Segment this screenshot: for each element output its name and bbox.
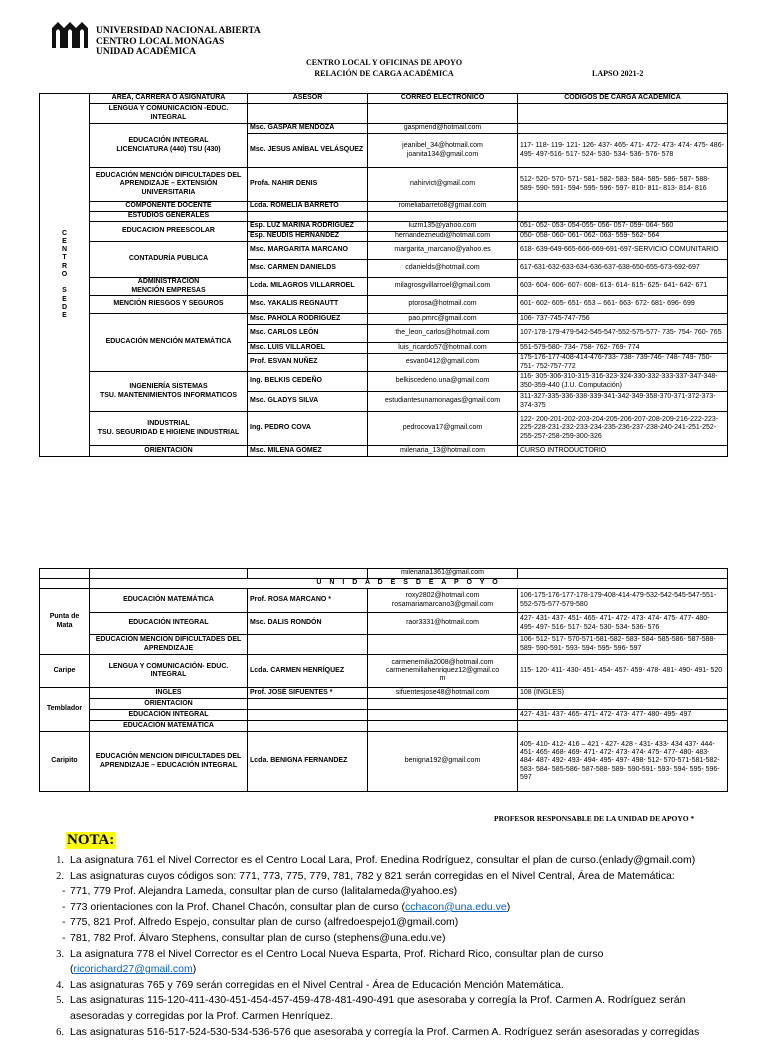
table-cell-area: ADMINISTRACIÓN MENCIÓN EMPRESAS	[90, 278, 248, 296]
list-item	[30, 853, 750, 869]
list-number: 4.	[56, 979, 64, 991]
list-item	[30, 978, 750, 994]
table-cell-email: luzm135@yahoo.com	[368, 222, 518, 232]
table-cell-email: nahirvict@gmail.com	[368, 168, 518, 202]
table-cell-area: INGENIERÍA SISTEMAS TSU. MANTENIMIENTOS INFORMATICOS	[90, 372, 248, 412]
table-cell-asesor: Msc. YAKALIS REGNAUTT	[248, 296, 368, 314]
note-text: Las asignaturas cuyos códigos son: 771, 773, 775, 779, 781, 782 y 821 serán corregidas en el Nivel Central, Área de Matemática:	[70, 869, 675, 882]
table-cell-email: roxy2802@hotmail.com rosamariamarcano3@gmail.com	[368, 589, 518, 613]
table-cell-codes: CURSO INTRODUCTORIO	[518, 446, 728, 457]
table-cell-codes: 175-176-177-408-414-476-733- 738- 739-746- 748- 749- 750- 751- 752-757-772	[518, 354, 728, 372]
table-cell-asesor: Msc. LUIS VILLAROEL	[248, 343, 368, 354]
note-text: asesoradas y corregidas por la Prof. Carmen Henríquez.	[70, 1009, 334, 1022]
table-cell-asesor: Msc. GASPAR MENDOZA	[248, 124, 368, 134]
table-cell-asesor: Ing. BELKIS CEDEÑO	[248, 372, 368, 392]
table-row	[40, 242, 728, 260]
table-cell-area: EDUCACION PREESCOLAR	[90, 222, 248, 242]
table-cell-email: milenaria1361@gmail.com	[368, 569, 518, 579]
list-number: 5.	[56, 995, 64, 1007]
lapso-label: LAPSO 2021-2	[592, 69, 644, 78]
table-cell-codes: 601- 602- 605- 651- 653 – 661- 663- 672- 681- 696- 699	[518, 296, 728, 314]
list-item: - 773 orientaciones con la Prof. Chanel Chacón, consultar plan de curso (cchacon@una.edu.ve)	[30, 900, 750, 916]
table-row	[40, 168, 728, 202]
table-cell-codes: 117- 118- 119- 121- 126- 437- 465- 471- 472- 473- 474- 475- 486- 495- 497-516- 517- 524- 530- 534- 536- 576- 578	[518, 134, 728, 168]
table-cell-asesor: Msc. MILENA GÓMEZ	[248, 446, 368, 457]
table-cell-asesor: Msc. GLADYS SILVA	[248, 392, 368, 412]
table-cell-asesor: Prof. ROSA MARCANO *	[248, 589, 368, 613]
table-cell-area: EDUCACIÓN INTEGRAL	[90, 710, 248, 721]
list-item	[30, 869, 750, 885]
table-cell-area: EDUCACIÓN MENCIÓN MATEMÁTICA	[90, 314, 248, 372]
center-name: CENTRO LOCAL MONAGAS	[96, 36, 225, 47]
note-text: Las asignaturas 115-120-411-430-451-454-457-459-478-481-490-491 que asesoraba y corregía la Prof. Carmen A. Rodríguez serán	[70, 994, 686, 1007]
table-cell-area: EDUCACIÓN INTEGRAL LICENCIATURA (440) TSU (430)	[90, 124, 248, 168]
table-row	[40, 314, 728, 325]
list-number: 3.	[56, 948, 64, 960]
table-cell-codes: 603- 604- 606- 607- 608- 613- 614- 615- 625- 641- 642- 671	[518, 278, 728, 296]
table-cell-codes: 618- 639-649-665-666-669-691-697-SERVICIO COMUNITARIO	[518, 242, 728, 260]
table-cell-email: cdanields@hotmail.com	[368, 260, 518, 278]
table-cell-email: hernandezneudi@hotmail.com	[368, 232, 518, 242]
note-text: La asignatura 778 el Nivel Corrector es el Centro Local Nueva Esparta, Prof. Richard Rico, consultar plan de curso	[70, 947, 604, 960]
table-cell-email: the_leon_carlos@hotmail.com	[368, 325, 518, 343]
table-cell-asesor: Msc. DALIS RONDÓN	[248, 613, 368, 635]
note-text: La asignatura 761 el Nivel Corrector es el Centro Local Lara, Prof. Enedina Rodríguez, consultar el plan de curso.(enlady@gmail.com)	[70, 854, 696, 866]
table-cell-codes: 116- 305-306-310-315-316-323-324-330-332-333-337-347-348-350-359-440 (J.U. Computación)	[518, 372, 728, 392]
table-row	[40, 212, 728, 222]
table-cell-codes: 051- 052- 053- 054-055- 056- 057- 059- 064- 560	[518, 222, 728, 232]
email-link[interactable]: ricorichard27@gmail.com	[73, 963, 193, 976]
location-cell: Caripito	[40, 732, 90, 792]
note-text: 781, 782 Prof. Álvaro Stephens, consultar plan de curso (stephens@una.edu.ve)	[70, 931, 446, 944]
table-cell-codes	[518, 212, 728, 222]
document-title-line-2: RELACIÓN DE CARGA ACADÉMICA	[314, 68, 454, 78]
list-item: - 771, 779 Prof. Alejandra Lameda, consultar plan de curso (lalitalameda@yahoo.es)	[30, 884, 750, 900]
table-cell-codes: 551-579-580- 734- 758- 762- 769- 774	[518, 343, 728, 354]
table-cell-area: EDUCACIÓN MATEMÁTICA	[90, 589, 248, 613]
column-header: ÁREA, CARRERA O ASIGNATURA	[90, 94, 248, 104]
table-cell-asesor: Msc. JESUS ANÍBAL VELÁSQUEZ	[248, 134, 368, 168]
table-cell-email: sifuentesjose48@hotmail.com	[368, 688, 518, 699]
column-header: CÓDIGOS DE CARGA ACADÉMICA	[518, 94, 728, 104]
table-cell-asesor	[248, 104, 368, 124]
table-row	[40, 222, 728, 232]
table-cell-codes	[518, 104, 728, 124]
list-number: 1.	[56, 855, 64, 866]
table-cell-email: milagrosgvillarroel@gmail.com	[368, 278, 518, 296]
notes-list	[30, 853, 750, 1040]
table-cell-email: milenaria_13@hotmail.com	[368, 446, 518, 457]
table-cell-area: INGLES	[90, 688, 248, 699]
table-row	[40, 412, 728, 446]
document-title	[0, 58, 768, 79]
table-cell-area: ORIENTACIÓN	[90, 699, 248, 710]
table-cell-email: luis_ricardo57@hotmail.com	[368, 343, 518, 354]
table-cell-asesor: Lcda. CARMEN HENRÍQUEZ	[248, 655, 368, 688]
table-cell-asesor: Msc. CARLOS LEÓN	[248, 325, 368, 343]
table-cell-email: carmenemilia2008@hotmail.com carmenemiliahenriquez12@gmail.co m	[368, 655, 518, 688]
list-item-continued	[30, 1009, 750, 1025]
table-cell-area: INDUSTRIAL TSU. SEGURIDAD E HIGIENE INDUSTRIAL	[90, 412, 248, 446]
column-header: ASESOR	[248, 94, 368, 104]
location-cell: Temblador	[40, 688, 90, 732]
table-cell-email: estudiantesunamonagas@gmail.com	[368, 392, 518, 412]
table-cell-asesor: Msc. MARGARITA MARCANO	[248, 242, 368, 260]
note-text-part: (	[70, 963, 74, 976]
centro-sede-table	[39, 93, 728, 457]
list-item: - 781, 782 Prof. Álvaro Stephens, consultar plan de curso (stephens@una.edu.ve)	[30, 931, 750, 947]
table-row	[40, 104, 728, 124]
table-cell-email: gaspmend@hotmail.com	[368, 124, 518, 134]
table-cell-email: pao.pmrc@gmail.com	[368, 314, 518, 325]
table-row	[40, 446, 728, 457]
table-cell-email: ptorosa@hotmail.com	[368, 296, 518, 314]
note-text-part: )	[506, 900, 511, 913]
table-cell-codes: 311-327-335-336-338-339-341-342-349-358-370-371-372-373-374-375	[518, 392, 728, 412]
table-cell-asesor	[248, 212, 368, 222]
table-cell-email	[368, 212, 518, 222]
list-number: 2.	[56, 870, 64, 882]
location-cell: Punta de Mata	[40, 589, 90, 655]
table-row	[40, 124, 728, 134]
university-header	[96, 26, 261, 58]
note-text	[70, 900, 750, 916]
table-cell-asesor: Profa. NAHIR DENIS	[248, 168, 368, 202]
table-cell-codes	[518, 124, 728, 134]
responsable-note: PROFESOR RESPONSABLE DE LA UNIDAD DE APOYO *	[494, 814, 695, 823]
table-cell-email: benigna192@gmail.com	[368, 732, 518, 792]
table-cell-codes: 512- 520- 570- 571- 581- 582- 583- 584- 585- 586- 587- 588- 589- 590- 591- 594- 595- 596- 597- 810- 811- 813- 814- 816	[518, 168, 728, 202]
table-cell-area: EDUCACIÓN MATEMÁTICA	[90, 721, 248, 732]
table-row	[40, 278, 728, 296]
table-cell-codes: 108 (INGLES)	[518, 688, 728, 699]
note-text: 771, 779 Prof. Alejandra Lameda, consultar plan de curso (lalitalameda@yahoo.es)	[70, 885, 458, 898]
list-number: 6.	[56, 1026, 64, 1038]
table-cell-codes: 405- 410- 412- 416 – 421 - 427- 428 - 431- 433- 434 437- 444- 451- 465- 468- 469- 471- 472- 473- 474- 475- 477- 480- 483- 484- 487- 492- 493- 494- 495- 497- 498- 512- 570-571-581-582- 583- 584- 585-586- 587-588- 589- 590-591- 593- 594- 595- 596- 597	[518, 732, 728, 792]
column-header: CORREO ELECTRÓNICO	[368, 94, 518, 104]
table-cell-asesor: Msc. PAHOLA RODRIGUEZ	[248, 314, 368, 325]
table-cell-codes: 107-178-179-479-542-545-547-552-575-577- 735- 754- 760- 765	[518, 325, 728, 343]
unit-name: UNIDAD ACADÉMICA	[96, 47, 197, 57]
table-cell-asesor: Ing. PEDRO COVA	[248, 412, 368, 446]
table-cell-asesor: Esp. NEUDIS HERNÁNDEZ	[248, 232, 368, 242]
table-cell-area: EDUCACIÓN MENCION DIFICULTADES DEL APRENDIZAJE – EDUCACIÓN INTEGRAL	[90, 732, 248, 792]
table-cell-codes: 427- 431- 437- 451- 465- 471- 472- 473- 474- 475- 477- 480- 495- 497- 516- 517- 524- 530- 534- 536- 576	[518, 613, 728, 635]
table-cell-codes: 122- 200-201-202-203-204-205-206-207-208-209-216-222-223-225-228-231-232-233-234-235-236-237-238-240-241-251-252-255-257-258-259-300-326	[518, 412, 728, 446]
list-item	[30, 993, 750, 1009]
table-cell-asesor: Lcda. BENIGNA FERNANDEZ	[248, 732, 368, 792]
note-text: 775, 821 Prof. Alfredo Espejo, consultar plan de curso (alfredoespejo1@gmail.com)	[70, 916, 459, 929]
table-cell-asesor: Lcda. ROMELIA BARRETO	[248, 202, 368, 212]
list-item	[30, 947, 750, 963]
table-cell-asesor: Prof. ESVAN NUÑEZ	[248, 354, 368, 372]
note-text	[70, 962, 750, 978]
list-item: - 775, 821 Prof. Alfredo Espejo, consultar plan de curso (alfredoespejo1@gmail.com)	[30, 915, 750, 931]
table-cell-email: esvan0412@gmail.com	[368, 354, 518, 372]
table-cell-codes	[518, 202, 728, 212]
list-item	[30, 1025, 750, 1040]
table-cell-area: MENCIÓN RIESGOS Y SEGUROS	[90, 296, 248, 314]
document-title-line-1: CENTRO LOCAL Y OFICINAS DE APOYO	[305, 58, 463, 67]
table-cell-codes: 617-631-632-633-634-636-637-638-650-655-673-692-697	[518, 260, 728, 278]
table-cell-email: jeanibel_34@hotmail.com joanita134@gmail.com	[368, 134, 518, 168]
table-cell-email: romeliabarreto8@gmail.com	[368, 202, 518, 212]
table-cell-area: EDUCACIÓN MENCIÓN DIFICULTADES DEL APRENDIZAJE	[90, 635, 248, 655]
section-title: U N I D A D E S D E A P O Y O	[90, 579, 728, 589]
table-cell-asesor: Prof. JOSÉ SIFUENTES *	[248, 688, 368, 699]
table-row	[40, 372, 728, 392]
table-cell-asesor: Esp. LUZ MARINA RODRIGUEZ	[248, 222, 368, 232]
table-cell-asesor: Lcda. MILAGROS VILLARROEL	[248, 278, 368, 296]
table-cell-area: EDUCACIÓN MENCIÓN DIFICULTADES DEL APRENDIZAJE – EXTENSIÓN UNIVERSITARIA	[90, 168, 248, 202]
table-cell-asesor: Msc. CARMEN DANIELDS	[248, 260, 368, 278]
table-cell-codes: 106- 737-745-747-756	[518, 314, 728, 325]
email-link[interactable]: cchacon@una.edu.ve	[405, 900, 507, 913]
table-cell-area: ESTUDIOS GENERALES	[90, 212, 248, 222]
table-cell-area: LENGUA Y COMUNICACIÓN- EDUC. INTEGRAL	[90, 655, 248, 688]
table-cell-area: COMPONENTE DOCENTE	[90, 202, 248, 212]
una-logo-icon	[50, 18, 92, 52]
note-text-part: 773 orientaciones con la Prof. Chanel Chacón, consultar plan de curso (	[70, 900, 406, 913]
table-cell-email: raor3331@hotmail.com	[368, 613, 518, 635]
table-cell-codes: 115- 120- 411- 430- 451- 454- 457- 459- 478- 481- 490- 491- 520	[518, 655, 728, 688]
list-item-continued	[30, 962, 750, 978]
table-row	[40, 296, 728, 314]
table-cell-email: pedrocova17@gmail.com	[368, 412, 518, 446]
table-cell-codes: 106- 512- 517- 570-571-581-582- 583- 584- 585-586- 587-588- 589- 590-591- 593- 594- 595- 596- 597	[518, 635, 728, 655]
table-cell-codes: 427- 431- 437- 465- 471- 472- 473- 477- 480- 495- 497	[518, 710, 728, 721]
table-row	[40, 202, 728, 212]
table-cell-email: margarita_marcano@yahoo.es	[368, 242, 518, 260]
nota-title: NOTA:	[67, 832, 115, 848]
table-cell-codes: 106-175-176-177-178-179-408-414-479-532-542-545-547-551-552-575-577-579-580	[518, 589, 728, 613]
table-cell-area: ORIENTACIÓN	[90, 446, 248, 457]
note-text: Las asignaturas 765 y 769 serán corregidas en el Nivel Central - Área de Educación Mención Matemática.	[70, 978, 564, 991]
table-cell-area: EDUCACIÓN INTEGRAL	[90, 613, 248, 635]
table-cell-codes: 050- 058- 060- 061- 062- 063- 559- 562- 564	[518, 232, 728, 242]
note-text-part: )	[192, 963, 197, 976]
table-cell-email	[368, 104, 518, 124]
university-name: UNIVERSIDAD NACIONAL ABIERTA	[96, 26, 261, 36]
unidades-apoyo-table	[39, 568, 728, 792]
note-text: Las asignaturas 516-517-524-530-534-536-576 que asesoraba y corregía la Prof. Carmen A. Rodríguez serán asesoradas y corregidas	[70, 1025, 700, 1038]
table-cell-email: belkiscedeno.una@gmail.com	[368, 372, 518, 392]
table-cell-area: CONTADURÍA PUBLICA	[90, 242, 248, 278]
sede-side-label: C E N T R O S E D E	[40, 94, 90, 457]
location-cell: Caripe	[40, 655, 90, 688]
table-cell-area: LENGUA Y COMUNICACIÓN -EDUC. INTEGRAL	[90, 104, 248, 124]
